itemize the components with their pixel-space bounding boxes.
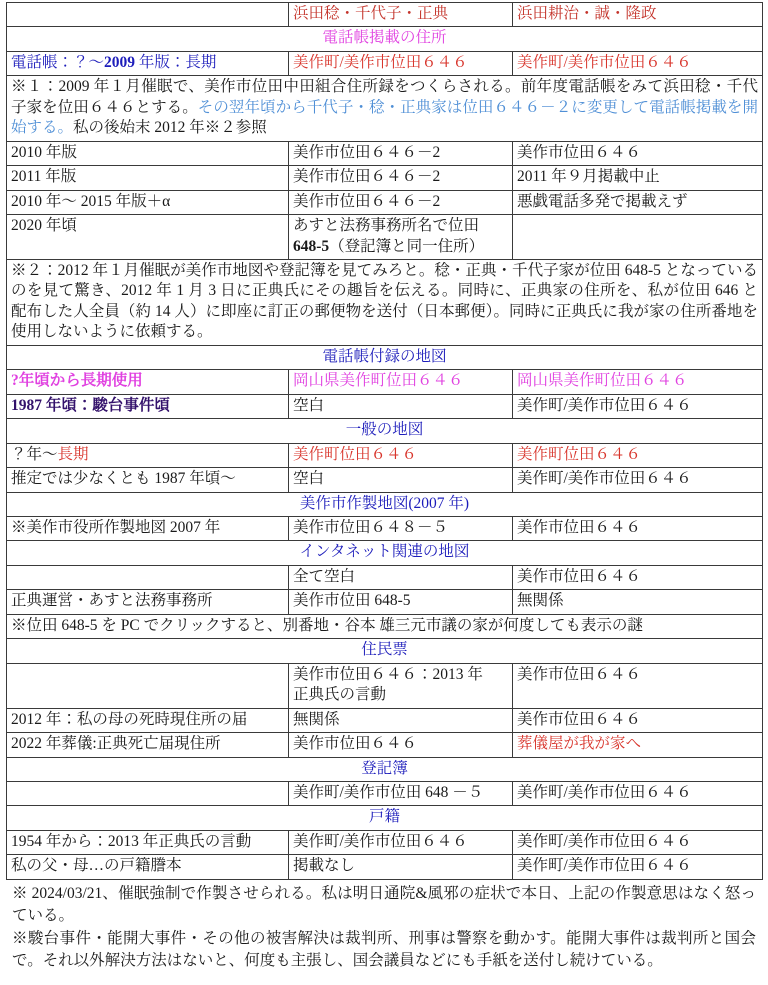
section-band-row-registry bbox=[7, 757, 763, 781]
y2020-col3 bbox=[513, 215, 763, 260]
y2010-col2: 美作市位田６４６－2 bbox=[289, 141, 513, 165]
map-1987-col2: 空白 bbox=[289, 394, 513, 418]
koseki-parents-col3: 美作町/美作市位田６４６ bbox=[513, 855, 763, 879]
footnotes bbox=[8, 883, 760, 973]
section-title-resident-record: 住民票 bbox=[7, 639, 763, 663]
section-band-row-general-map bbox=[7, 419, 763, 443]
phonebook-2009-col3: 美作町/美作市位田６４６ bbox=[513, 51, 763, 75]
resident-2012-col3: 美作市位田６４６ bbox=[513, 708, 763, 732]
section-title-family-register: 戸籍 bbox=[7, 806, 763, 830]
note-1-part-2: その翌年頃から千代子・稔・正典家は位田６４６－２に変更して電話帳掲載を開始する。 bbox=[11, 98, 758, 137]
table-row bbox=[7, 51, 763, 75]
internet-blank-col3: 美作市位田６４６ bbox=[513, 565, 763, 589]
gen-long-col1-a: ？年〜 bbox=[11, 445, 58, 463]
header-person-group-1: 浜田稔・千代子・正典 bbox=[289, 3, 513, 27]
internet-asuto-col3: 無関係 bbox=[513, 590, 763, 614]
table-row bbox=[7, 855, 763, 879]
registry-col2: 美作町/美作市位田 648 －５ bbox=[289, 781, 513, 805]
address-comparison-table bbox=[6, 2, 763, 880]
resident-2012-col2: 無関係 bbox=[289, 708, 513, 732]
table-row bbox=[7, 190, 763, 214]
table-row bbox=[7, 443, 763, 467]
gen-1987-col2: 空白 bbox=[289, 468, 513, 492]
y2011-col2: 美作市位田６４６－2 bbox=[289, 166, 513, 190]
gen-1987-col1: 推定では少なくとも 1987 年頃〜 bbox=[7, 468, 289, 492]
map-1987-col3: 美作町/美作市位田６４６ bbox=[513, 394, 763, 418]
y2011-col1: 2011 年版 bbox=[7, 166, 289, 190]
table-row bbox=[7, 590, 763, 614]
y2010-col1: 2010 年版 bbox=[7, 141, 289, 165]
y2011-col3: 2011 年９月掲載中止 bbox=[513, 166, 763, 190]
city-map-2007-col3: 美作市位田６４６ bbox=[513, 516, 763, 540]
note-1-part-3: 私の後始末 2012 年※２参照 bbox=[73, 119, 267, 137]
resident-2022-col1: 2022 年葬儀:正典死亡届現住所 bbox=[7, 733, 289, 757]
table-row bbox=[7, 781, 763, 805]
resident-2022-col2: 美作市位田６４６ bbox=[289, 733, 513, 757]
koseki-1954-col3: 美作町/美作市位田６４６ bbox=[513, 830, 763, 854]
table-row bbox=[7, 215, 763, 260]
note-row-2 bbox=[7, 259, 763, 345]
phonebook-2009-label-year: 2009 bbox=[104, 53, 136, 71]
gen-long-col1 bbox=[7, 443, 289, 467]
table-row bbox=[7, 166, 763, 190]
map-long-use-col3: 岡山県美作町位田６４６ bbox=[513, 370, 763, 394]
header-person-group-2: 浜田耕治・誠・隆政 bbox=[513, 3, 763, 27]
phonebook-2009-col2: 美作町/美作市位田６４６ bbox=[289, 51, 513, 75]
internet-blank-col2: 全て空白 bbox=[289, 565, 513, 589]
section-title-phonebook-address: 電話帳掲載の住所 bbox=[7, 27, 763, 51]
registry-col1 bbox=[7, 781, 289, 805]
resident-2012-col1: 2012 年：私の母の死時現住所の届 bbox=[7, 708, 289, 732]
table-row bbox=[7, 394, 763, 418]
table-row bbox=[7, 565, 763, 589]
phonebook-2009-label-a: 電話帳：？〜 bbox=[11, 53, 105, 71]
table-row bbox=[7, 733, 763, 757]
gen-long-col2: 美作町位田６４６ bbox=[289, 443, 513, 467]
map-long-use-col1: ?年頃から長期使用 bbox=[7, 370, 289, 394]
table-row bbox=[7, 468, 763, 492]
gen-long-col3: 美作町位田６４６ bbox=[513, 443, 763, 467]
row-label-phonebook-2009 bbox=[7, 51, 289, 75]
koseki-parents-col2: 掲載なし bbox=[289, 855, 513, 879]
header-blank-cell bbox=[7, 3, 289, 27]
note-row-1 bbox=[7, 76, 763, 141]
map-long-use-col2: 岡山県美作町位田６４６ bbox=[289, 370, 513, 394]
phonebook-2009-label-c: 年版：長期 bbox=[135, 53, 217, 71]
table-row bbox=[7, 830, 763, 854]
koseki-1954-col2: 美作町/美作市位田６４６ bbox=[289, 830, 513, 854]
note-1-part-1: ※１：2009 年１月催眠で、美作市位田中田組合住所録をつくらされる。前年度電話帳をみて浜田稔・千代子家を位田６４６とする。 bbox=[11, 78, 758, 116]
section-band-row-city-made-map bbox=[7, 492, 763, 516]
y2020-col2 bbox=[289, 215, 513, 260]
table-header-row bbox=[7, 3, 763, 27]
table-row bbox=[7, 141, 763, 165]
map-1987-col1-rest: 年頃：駿台事件頃 bbox=[42, 396, 170, 414]
internet-asuto-col1: 正典運営・あすと法務事務所 bbox=[7, 590, 289, 614]
gen-1987-col3: 美作町/美作市位田６４６ bbox=[513, 468, 763, 492]
resident-2013-col1 bbox=[7, 663, 289, 708]
resident-2022-col3: 葬儀屋が我が家へ bbox=[513, 733, 763, 757]
footnote-line-1: ※ 2024/03/21、催眠強制で作製させられる。私は明日通院&風邪の症状で本日、上記の作製意思はなく怒っている。 bbox=[12, 884, 756, 925]
internet-blank-col1 bbox=[7, 565, 289, 589]
gen-long-col1-b: 長期 bbox=[57, 445, 89, 463]
footnote-line-2: ※駿台事件・能開大事件・その他の被害解決は裁判所、刑事は警察を動かす。能開大事件は裁判所と国会で。それ以外解決方法はないと、何度も主張し、国会議員などにも手紙を送付し続けている。 bbox=[12, 929, 756, 970]
koseki-1954-col1: 1954 年から：2013 年正典氏の言動 bbox=[7, 830, 289, 854]
section-band-row-phonebook-address bbox=[7, 27, 763, 51]
y2020-col1: 2020 年頃 bbox=[7, 215, 289, 260]
y2010-2015-col1: 2010 年〜 2015 年版＋α bbox=[7, 190, 289, 214]
y2020-col2-line1: あすと法務事務所名で位田 bbox=[293, 217, 480, 235]
table-row bbox=[7, 370, 763, 394]
y2020-col2-lot-number: 648-5 bbox=[293, 237, 330, 255]
table-row bbox=[7, 708, 763, 732]
resident-2013-col3: 美作市位田６４６ bbox=[513, 663, 763, 708]
resident-2013-col2-line2: 正典氏の言動 bbox=[293, 686, 387, 704]
section-band-row-resident-record bbox=[7, 639, 763, 663]
note-2: ※２：2012 年１月催眠が美作市地図や登記簿を見てみろと。稔・正典・千代子家が位田 648-5 となっているのを見て驚き、2012 年 1 月 3 日に正典氏にその趣旨を伝える。同時に、正典家の住所を、私が位田 646 と配布した人全員（約 14 人）に即座に訂正の郵便物を送付（日本郵便）。同時に正典氏に我が家の住所番地を使用しないように依頼する。 bbox=[7, 259, 763, 345]
section-band-row-internet-map bbox=[7, 541, 763, 565]
y2010-2015-col3: 悪戯電話多発で掲載えず bbox=[513, 190, 763, 214]
section-band-row-phonebook-appendix-map bbox=[7, 345, 763, 369]
section-title-registry: 登記簿 bbox=[7, 757, 763, 781]
city-map-2007-col1: ※美作市役所作製地図 2007 年 bbox=[7, 516, 289, 540]
y2010-col3: 美作市位田６４６ bbox=[513, 141, 763, 165]
section-title-general-map: 一般の地図 bbox=[7, 419, 763, 443]
y2010-2015-col2: 美作市位田６４６－2 bbox=[289, 190, 513, 214]
note-1 bbox=[7, 76, 763, 141]
table-row bbox=[7, 516, 763, 540]
map-1987-year: 1987 bbox=[11, 396, 42, 414]
section-title-phonebook-appendix-map: 電話帳付録の地図 bbox=[7, 345, 763, 369]
note-row-3 bbox=[7, 614, 763, 638]
section-title-internet-map: インタネット関連の地図 bbox=[7, 541, 763, 565]
map-1987-col1 bbox=[7, 394, 289, 418]
registry-col3: 美作町/美作市位田６４６ bbox=[513, 781, 763, 805]
koseki-parents-col1: 私の父・母…の戸籍謄本 bbox=[7, 855, 289, 879]
resident-2013-col2 bbox=[289, 663, 513, 708]
section-title-city-made-map: 美作市作製地図(2007 年) bbox=[7, 492, 763, 516]
table-row bbox=[7, 663, 763, 708]
note-3: ※位田 648-5 を PC でクリックすると、別番地・谷本 雄三元市議の家が何度しても表示の謎 bbox=[7, 614, 763, 638]
city-map-2007-col2: 美作市位田６４８－５ bbox=[289, 516, 513, 540]
y2020-col2-line2-rest: （登記簿と同一住所） bbox=[329, 237, 485, 255]
internet-asuto-col2: 美作市位田 648-5 bbox=[289, 590, 513, 614]
resident-2013-col2-line1: 美作市位田６４６：2013 年 bbox=[293, 665, 483, 683]
section-band-row-family-register bbox=[7, 806, 763, 830]
